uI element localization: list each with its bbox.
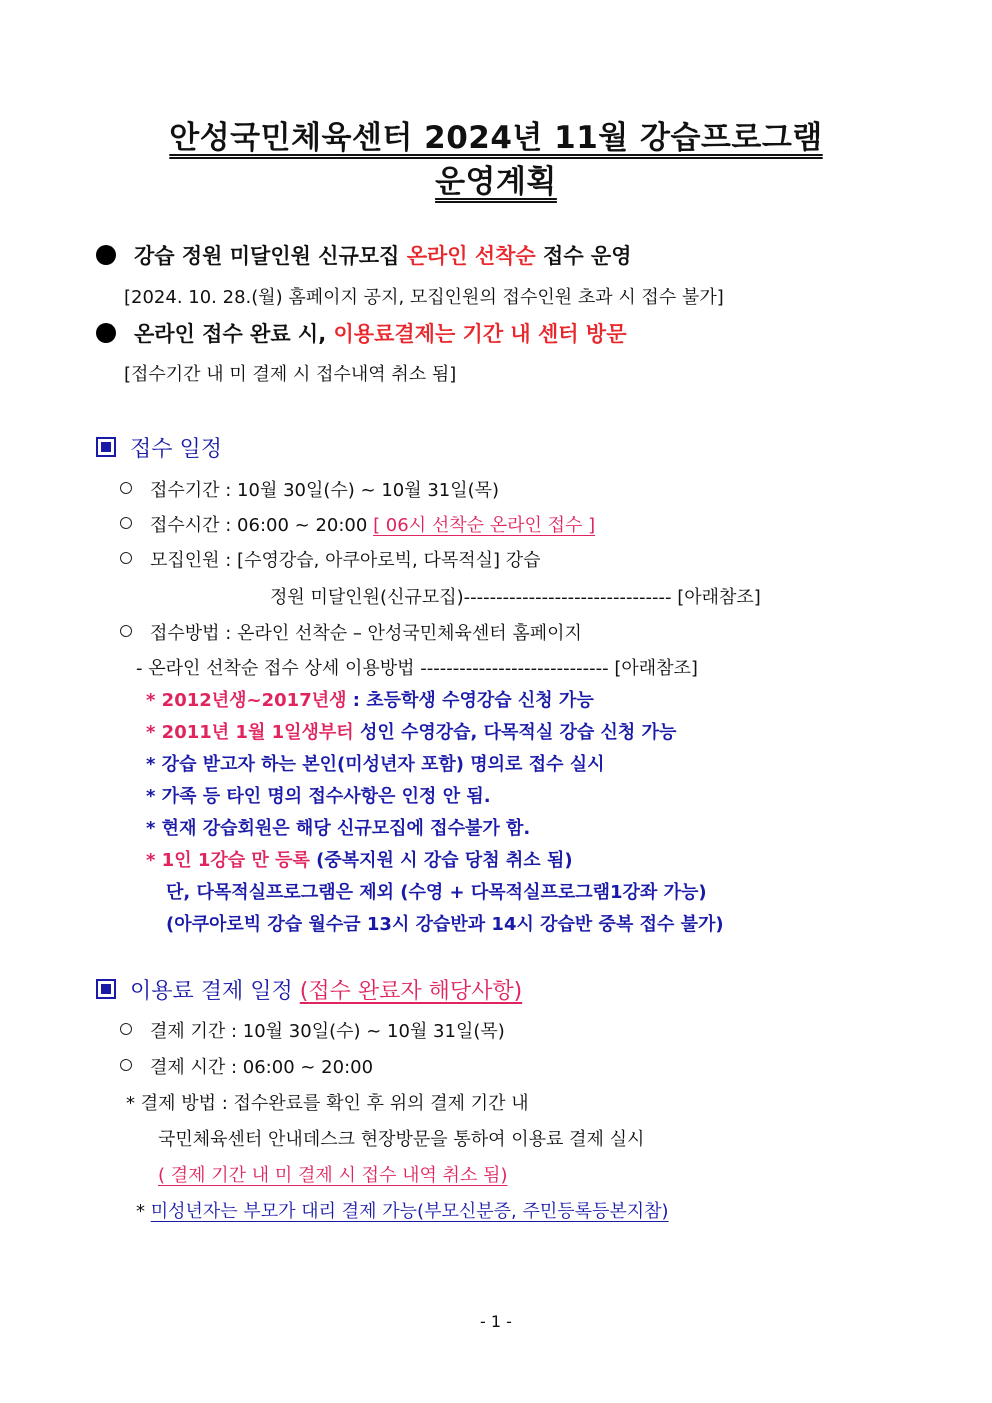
headline-1 [96, 240, 632, 270]
payment-method-detail: 국민체육센터 안내데스크 현장방문을 통하여 이용료 결제 실시 [158, 1129, 645, 1150]
page-title [0, 112, 992, 157]
reception-method [120, 619, 582, 645]
reception-time-text: 접수시간 : 06:00 ~ 20:00 [150, 515, 374, 536]
circle-bullet-icon [120, 517, 132, 529]
note-6 [146, 846, 573, 872]
page-title-2 [0, 156, 992, 201]
headline-1-sub: [2024. 10. 28.(월) 홈페이지 공지, 모집인원의 접수인원 초과 시 접수 불가] [124, 287, 724, 308]
note-4: * 가족 등 타인 명의 접수사항은 인정 안 됨. [146, 786, 491, 807]
section-2-heading [96, 974, 522, 1005]
headline-2-prefix: 온라인 접수 완료 시, [134, 322, 334, 346]
title-line2: 운영계획 [435, 164, 557, 200]
section-2-heading-note: (접수 완료자 해당사항) [299, 979, 523, 1004]
reception-detail: - 온라인 선착순 접수 상세 이용방법 ----------------------------- [아래참조] [136, 658, 698, 679]
note-1-blue: : 초등학생 수영강습 신청 가능 [346, 690, 594, 711]
circle-bullet-icon [120, 482, 132, 494]
bullet-dot-icon [96, 323, 116, 343]
reception-period-text: 접수기간 : 10월 30일(수) ~ 10월 31일(목) [150, 480, 500, 501]
title-line1: 안성국민체육센터 2024년 11월 강습프로그램 [169, 120, 823, 156]
note-6-blue: (중복지원 시 강습 당첨 취소 됨) [309, 850, 573, 871]
headline-2-highlight: 이용료결제는 기간 내 센터 방문 [333, 322, 627, 346]
section-1-heading [96, 432, 222, 463]
recruit-count-text: 모집인원 : [수영강습, 아쿠아로빅, 다목적실] 강습 [150, 550, 541, 571]
bullet-dot-icon [96, 245, 116, 265]
note-2-red: * 2011년 1월 1일생부터 [146, 722, 354, 743]
reception-time-note: [ 06시 선착순 온라인 접수 ] [373, 515, 596, 536]
recruit-count-detail: 정원 미달인원(신규모집)-------------------------------- [아래참조] [270, 587, 761, 608]
square-bullet-icon [96, 979, 116, 999]
payment-method: * 결제 방법 : 접수완료를 확인 후 위의 결제 기간 내 [126, 1093, 529, 1114]
headline-1-prefix: 강습 정원 미달인원 신규모집 [134, 244, 407, 268]
payment-cancel-note: ( 결제 기간 내 미 결제 시 접수 내역 취소 됨) [158, 1165, 508, 1186]
reception-period [120, 476, 499, 502]
headline-2 [96, 318, 626, 348]
circle-bullet-icon [120, 552, 132, 564]
payment-time [120, 1053, 373, 1079]
circle-bullet-icon [120, 1059, 132, 1071]
headline-2-sub: [접수기간 내 미 결제 시 접수내역 취소 됨] [124, 364, 457, 385]
recruit-count [120, 546, 541, 572]
minor-payment-text: 미성년자는 부모가 대리 결제 가능(부모신분증, 주민등록등본지참) [150, 1201, 669, 1222]
section-1-heading-text: 접수 일정 [130, 437, 223, 462]
payment-time-text: 결제 시간 : 06:00 ~ 20:00 [150, 1057, 374, 1078]
reception-time [120, 511, 595, 537]
circle-bullet-icon [120, 1023, 132, 1035]
page-number: - 1 - [480, 1312, 512, 1331]
headline-1-highlight: 온라인 선착순 [406, 244, 536, 268]
headline-1-suffix: 접수 운영 [535, 244, 632, 268]
note-1 [146, 686, 594, 712]
section-2-heading-text: 이용료 결제 일정 [130, 979, 300, 1004]
note-6-red: * 1인 1강습 만 등록 [146, 850, 310, 871]
note-7: 단, 다목적실프로그램은 제외 (수영 + 다목적실프로그램1강좌 가능) [166, 882, 707, 903]
note-1-red: * 2012년생~2017년생 [146, 690, 347, 711]
note-2 [146, 718, 676, 744]
reception-method-text: 접수방법 : 온라인 선착순 – 안성국민체육센터 홈페이지 [150, 623, 582, 644]
note-3: * 강습 받고자 하는 본인(미성년자 포함) 명의로 접수 실시 [146, 754, 605, 775]
minor-star: * [136, 1201, 151, 1222]
note-8: (아쿠아로빅 강습 월수금 13시 강습반과 14시 강습반 중복 접수 불가) [166, 914, 724, 935]
payment-period [120, 1017, 505, 1043]
minor-payment-note [136, 1197, 669, 1223]
payment-period-text: 결제 기간 : 10월 30일(수) ~ 10월 31일(목) [150, 1021, 505, 1042]
circle-bullet-icon [120, 625, 132, 637]
note-5: * 현재 강습회원은 해당 신규모집에 접수불가 함. [146, 818, 531, 839]
square-bullet-icon [96, 437, 116, 457]
note-2-blue: 성인 수영강습, 다목적실 강습 신청 가능 [353, 722, 677, 743]
